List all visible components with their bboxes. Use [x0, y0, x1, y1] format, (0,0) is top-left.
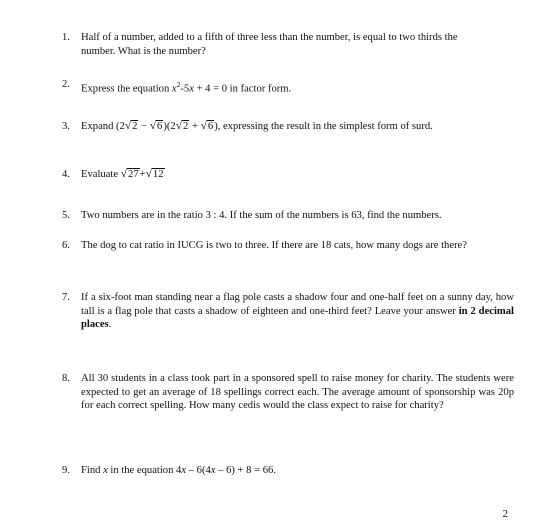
- question-9: [62, 464, 514, 478]
- radicand: 12: [152, 169, 164, 180]
- question-number: 5.: [62, 210, 70, 221]
- question-number: 7.: [62, 292, 70, 303]
- text-run: Express the equation: [81, 83, 172, 95]
- radicand: 27: [128, 169, 139, 180]
- square-root: √6: [149, 120, 163, 132]
- question-5: [62, 209, 514, 223]
- radicand: 2: [183, 121, 189, 132]
- question-1: [62, 31, 514, 58]
- question-text: [81, 168, 514, 182]
- question-7: [62, 291, 514, 332]
- square-root: √27: [120, 168, 139, 180]
- variable: x: [210, 465, 216, 476]
- page-number: 2: [502, 508, 508, 520]
- text-run: – 6(4: [186, 465, 211, 476]
- radicand: 6: [157, 121, 163, 132]
- question-number: 8.: [62, 373, 70, 384]
- text-run: Expand (2: [81, 121, 125, 132]
- question-number: 2.: [62, 79, 70, 90]
- question-text: Two numbers are in the ratio 3 : 4. If the sum of the numbers is 63, find the numbers.: [81, 210, 442, 221]
- emphasis-text: in 2 decimal places: [81, 305, 514, 330]
- text-run: −: [138, 121, 150, 132]
- text-run: Evaluate: [81, 169, 121, 180]
- question-number: 3.: [62, 121, 70, 132]
- text-run: +: [139, 169, 146, 180]
- text-run: If a six-foot man standing near a flag pole casts a shadow four and one-half feet on a sunny day, how tall is a flag pole that casts a shadow of eighteen and one-third feet? Leave your answer: [81, 292, 514, 317]
- question-4: [62, 168, 514, 182]
- variable: x: [189, 83, 194, 95]
- text-run: )(2: [163, 121, 176, 132]
- question-text: The dog to cat ratio in IUCG is two to three. If there are 18 cats, how many dogs are there?: [81, 240, 467, 251]
- text-run: + 4 = 0 in factor form.: [193, 83, 292, 95]
- question-number: 1.: [62, 32, 70, 43]
- text-run: in the equation 4: [107, 465, 182, 476]
- text-run: .: [108, 319, 112, 330]
- question-8: [62, 372, 514, 413]
- question-number: 4.: [62, 169, 70, 180]
- question-text: [81, 120, 514, 134]
- radicand: 6: [207, 121, 214, 132]
- question-line: number. What is the number?: [81, 45, 206, 57]
- exponent: 2: [176, 80, 181, 89]
- question-text: All 30 students in a class took part in a sponsored spell to raise money for charity. The students were expected to get an average of 18 spellings correct each. The average amount of sponsorship was 20p for each correct spelling. How many cedis would the class expect to raise for charity?: [81, 373, 514, 411]
- square-root: √2: [124, 120, 138, 132]
- text-run: -5: [180, 83, 190, 95]
- question-text: [81, 291, 514, 332]
- text-run: Find: [81, 465, 104, 476]
- text-run: +: [189, 121, 201, 132]
- question-6: [62, 239, 514, 253]
- question-line: Half of a number, added to a fifth of three less than the number, is equal to two thirds the: [81, 32, 458, 43]
- square-root: √2: [175, 120, 189, 132]
- square-root: √12: [145, 168, 164, 180]
- question-number: 9.: [62, 465, 70, 476]
- variable: x: [103, 465, 108, 476]
- question-text: [81, 78, 514, 96]
- question-2: [62, 78, 514, 96]
- radicand: 2: [132, 121, 138, 132]
- variable: x: [181, 465, 187, 476]
- question-3: [62, 120, 514, 134]
- variable: x: [171, 83, 177, 95]
- square-root: √6: [200, 120, 214, 132]
- question-number: 6.: [62, 240, 70, 251]
- text-run: – 6) + 8 = 66.: [215, 465, 276, 476]
- question-text: [81, 31, 514, 58]
- question-text: [81, 464, 514, 478]
- text-run: ), expressing the result in the simplest form of surd.: [214, 121, 433, 132]
